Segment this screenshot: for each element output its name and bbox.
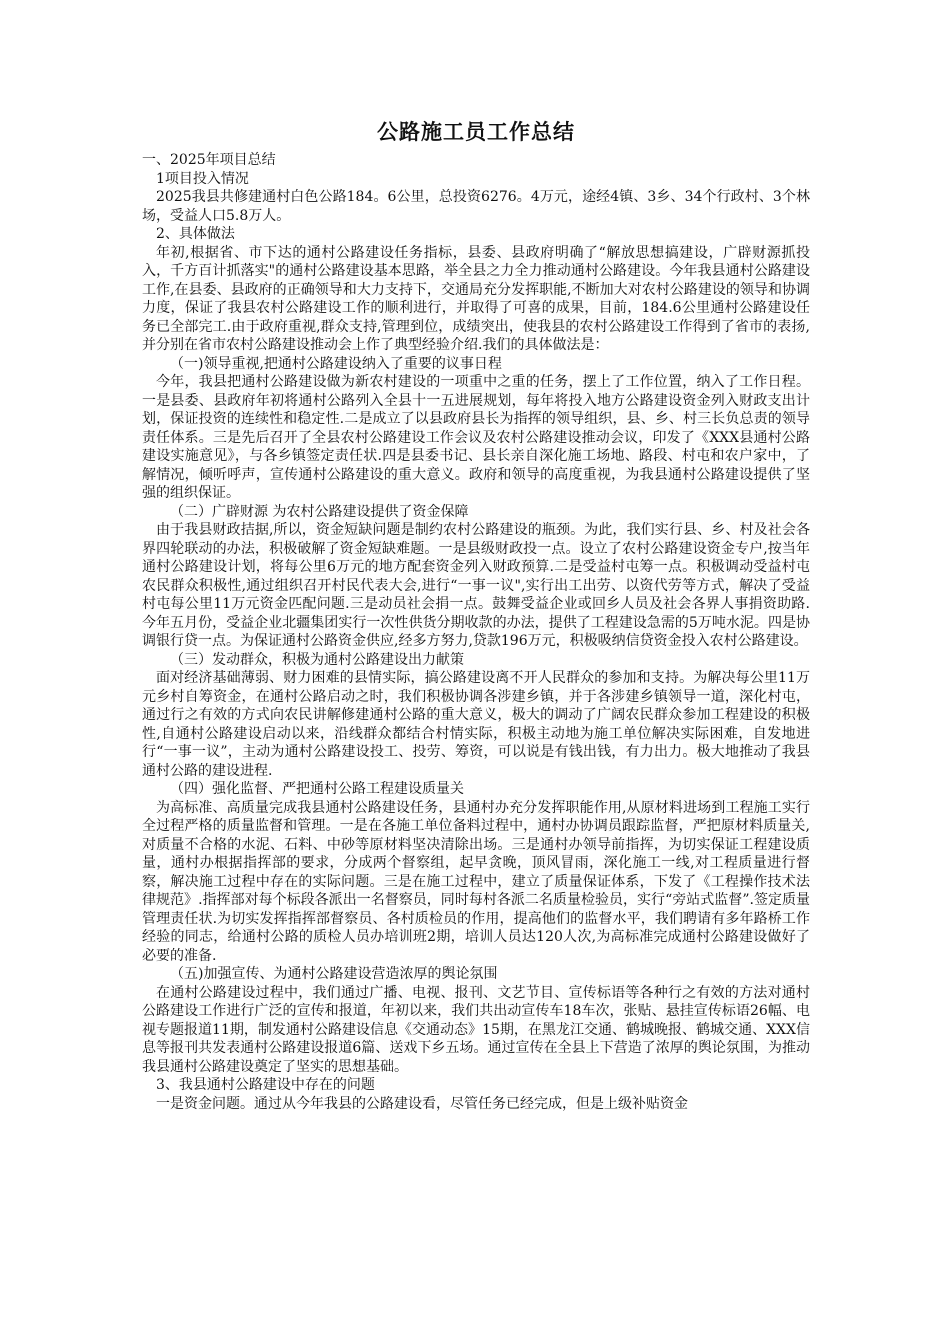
paragraph-leadership: 今年，我县把通村公路建设做为新农村建设的一项重中之重的任务，摆上了工作位置，纳入了工作日程。一是县委、县政府年初将通村公路列入全县十一五进展规划，每年将投入地方公路建设资金列入财政支出计划，保证投资的连续性和稳定性.二是成立了以县政府县长为指挥的领导组织，县、乡、村三长负总责的领导责任体系。三是先后召开了全县农村公路建设工作会议及农村公路建设推动会议，印发了《XXX县通村公路建设实施意见》，与各乡镇签定责任状.四是县委书记、县长亲自深化施工场地、路段、村屯和农户家中，了解情况，倾听呼声，宣传通村公路建设的重大意义。政府和领导的高度重视，为我县通村公路建设提供了坚强的组织保证。 — [142, 374, 810, 501]
paragraph-mobilize: 面对经济基础薄弱、财力困难的县情实际，搞公路建设离不开人民群众的参加和支持。为解决每公里11万元乡村自筹资金，在通村公路启动之时，我们积极协调各涉建乡镇，并于各涉建乡镇领导一道，深化村屯，通过行之有效的方式向农民讲解修建通村公路的重大意义，极大的调动了广阔农民群众参加工程建设的积极性,自通村公路建设启动以来，沿线群众都结合村情实际，积极主动地为施工单位解决实际困难，自发地进行“一事一议”，主动为通村公路建设投工、投劳、筹资，可以说是有钱出钱，有力出力。极大地推动了我县通村公路的建设进程. — [142, 670, 810, 779]
section-heading-1: 一、2025年项目总结 — [142, 152, 276, 168]
subheading-investment: 1项目投入情况 — [156, 170, 249, 187]
heading-leadership: （一)领导重视,把通村公路建设纳入了重要的议事日程 — [170, 355, 502, 372]
heading-publicity: （五)加强宣传、为通村公路建设营造浓厚的舆论氛围 — [170, 966, 498, 982]
paragraph-quality: 为高标准、高质量完成我县通村公路建设任务，县通村办充分发挥职能作用,从原材料进场到工程施工实行全过程严格的质量监督和管理。一是在各施工单位备料过程中，通村办协调员跟踪监督，严把原材料质量关,对质量不合格的水泥、石料、中砂等原材料坚决清除出场。三是通村办领导前指挥，为切实保证工程建设质量，通村办根据指挥部的要求，分成两个督察组，起早贪晚，顶风冒雨，深化施工一线,对工程质量进行督察，解决施工过程中存在的实际问题。三是在施工过程中，建立了质量保证体系，下发了《工程操作技术法律规范》.指挥部对每个标段各派出一名督察员，同时每村各派二名质量检验员，实行“旁站式监督”.签定质量管理责任状.为切实发挥指挥部督察员、各村质检员的作用，提高他们的监督水平，我们聘请有多年路桥工作经验的同志，给通村公路的质检人员办培训班2期，培训人员达120人次,为高标准完成通村公路建设做好了必要的准备. — [142, 799, 810, 964]
subheading-methods: 2、具体做法 — [156, 226, 235, 242]
heading-mobilize: （三）发动群众，积极为通村公路建设出力献策 — [170, 651, 464, 668]
heading-quality: （四）强化监督、严把通村公路工程建设质量关 — [170, 781, 464, 797]
paragraph-investment: 2025我县共修建通村白色公路184。6公里，总投资6276。4万元，途经4镇、3乡、34个行政村、3个林场，受益人口5.8万人。 — [142, 189, 810, 224]
subheading-problems: 3、我县通村公路建设中存在的问题 — [156, 1077, 375, 1093]
paragraph-problems: 一是资金问题。通过从今年我县的公路建设看，尽管任务已经完成，但是上级补贴资金 — [156, 1095, 688, 1112]
paragraph-methods-intro: 年初,根据省、市下达的通村公路建设任务指标，县委、县政府明确了“解放思想搞建设，广辟财源抓投入，千方百计抓落实"的通村公路建设基本思路，举全县之力全力推动通村公路建设。今年我县通村公路建设工作,在县委、县政府的正确领导和大力支持下，交通局充分发挥职能,不断加大对农村公路建设的领导和协调力度，保证了我县农村公路建设工作的顺利进行，并取得了可喜的成果，目前，184.6公里通村公路建设任务已全部完工.由于政府重视,群众支持,管理到位，成绩突出，使我县的农村公路建设工作得到了省市的表扬,并分别在省市农村公路建设推动会上作了典型经验介绍.我们的具体做法是： — [142, 244, 810, 353]
document-title: 公路施工员工作总结 — [377, 120, 575, 144]
paragraph-publicity: 在通村公路建设过程中，我们通过广播、电视、报刊、文艺节目、宣传标语等各种行之有效的方法对通村公路建设工作进行广泛的宣传和报道，年初以来，我们共出动宣传车18车次，张贴、悬挂宣传标语26幅、电视专题报道11期，制发通村公路建设信息《交通动态》15期，在黑龙江交通、鹤城晚报、鹤城交通、XXX信息等报刊共发表通村公路建设报道6篇、送戏下乡五场。通过宣传在全县上下营造了浓厚的舆论氛围，为推动我县通村公路建设奠定了坚实的思想基础。 — [142, 984, 810, 1075]
heading-funding: （二）广辟财源 为农村公路建设提供了资金保障 — [170, 503, 469, 520]
document-page — [142, 118, 810, 1113]
paragraph-funding: 由于我县财政拮据,所以，资金短缺问题是制约农村公路建设的瓶颈。为此，我们实行县、乡、村及社会各界四轮联动的办法，积极破解了资金短缺难题。一是县级财政投一点。设立了农村公路建设资金专户,按当年通村公路建设计划，将每公里6万元的地方配套资金列入财政预算.二是受益村屯筹一点。积极调动受益村屯农民群众积极性,通过组织召开村民代表大会,进行“一事一议",实行出工出劳、以资代劳等方式，解决了受益村屯每公里11万元资金匹配问题.三是动员社会捐一点。鼓舞受益企业或回乡人员及社会各界人事捐资助路.今年五月份，受益企业北疆集团实行一次性供货分期收款的办法，提供了工程建设急需的5万吨水泥。四是协调银行贷一点。为保证通村公路资金供应,经多方努力,贷款196万元，积极吸纳信贷资金投入农村公路建设。 — [142, 522, 810, 649]
